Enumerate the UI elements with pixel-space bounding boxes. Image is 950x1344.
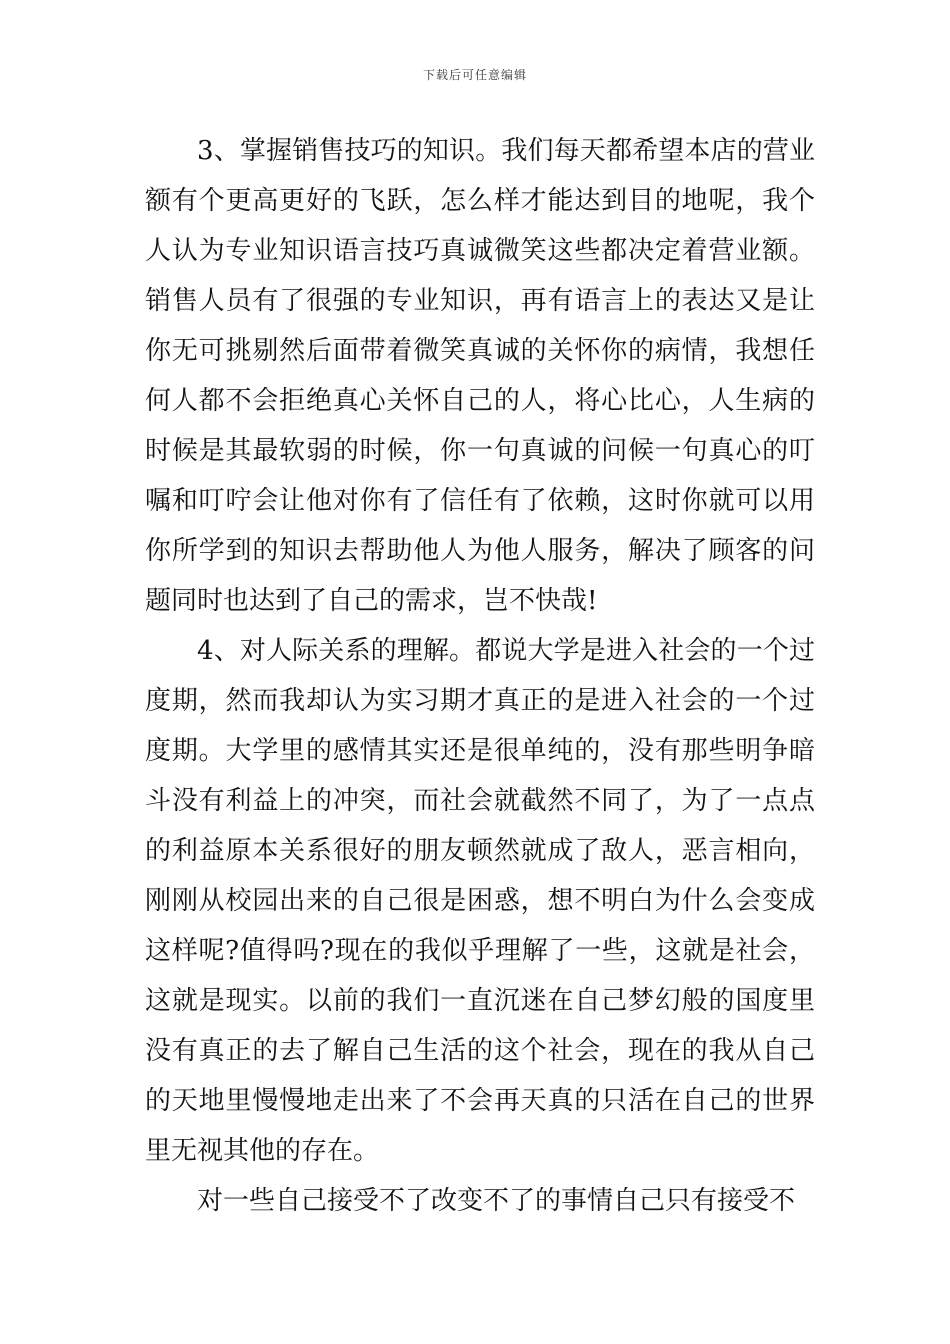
paragraph-sales-skills: 3、掌握销售技巧的知识。我们每天都希望本店的营业额有个更高更好的飞跃，怎么样才能达到目的地呢，我个人认为专业知识语言技巧真诚微笑这些都决定着营业额。销售人员有了很强的专业知识，再有语言上的表达又是让你无可挑剔然后面带着微笑真诚的关怀你的病情，我想任何人都不会拒绝真心关怀自己的人，将心比心，人生病的时候是其最软弱的时候，你一句真诚的问候一句真心的叮嘱和叮咛会让他对你有了信任有了依赖，这时你就可以用你所学到的知识去帮助他人为他人服务，解决了顾客的问题同时也达到了自己的需求，岂不快哉! <box>145 136 815 616</box>
page-header: 下载后可任意编辑 <box>422 68 527 82</box>
paragraph-interpersonal-relations: 4、对人际关系的理解。都说大学是进入社会的一个过度期，然而我却认为实习期才真正的是进入社会的一个过度期。大学里的感情其实还是很单纯的，没有那些明争暗斗没有利益上的冲突，而社会就截然不同了，为了一点点的利益原本关系很好的朋友顿然就成了敌人，恶言相向，刚刚从校园出来的自己很是困惑，想不明白为什么会变成这样呢?值得吗?现在的我似乎理解了一些，这就是社会，这就是现实。以前的我们一直沉迷在自己梦幻般的国度里没有真正的去了解自己生活的这个社会，现在的我从自己的天地里慢慢地走出来了不会再天真的只活在自己的世界里无视其他的存在。 <box>145 636 815 1166</box>
paragraph-acceptance: 对一些自己接受不了改变不了的事情自己只有接受不 <box>197 1186 796 1216</box>
document-body <box>145 126 815 1226</box>
